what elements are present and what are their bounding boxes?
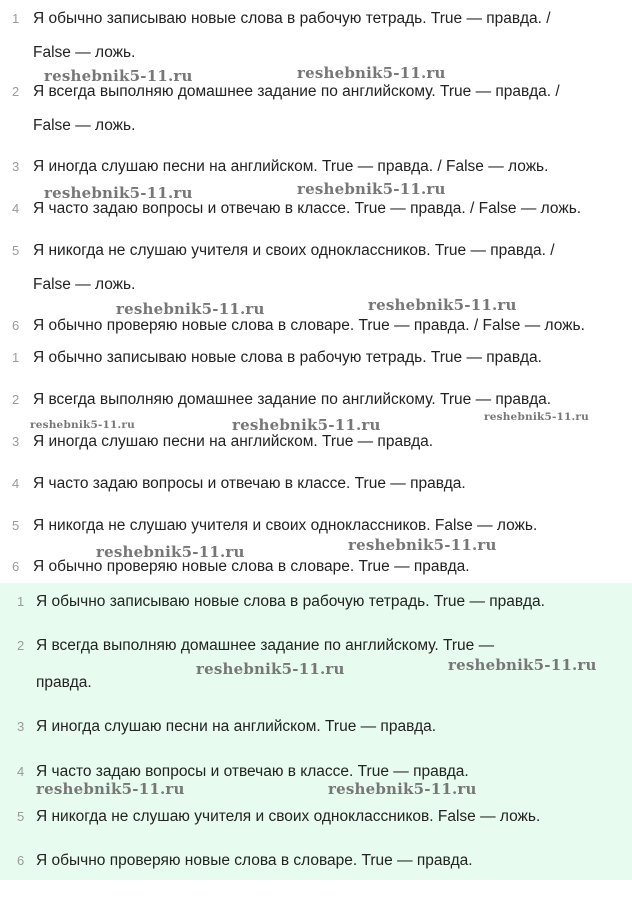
item-number: 1 bbox=[12, 350, 20, 365]
item-text: Я обычно проверяю новые слова в словаре. True — правда. / False — ложь. bbox=[33, 317, 585, 334]
item-number: 6 bbox=[17, 853, 25, 868]
watermark: reshebnik5-11.ru bbox=[232, 416, 381, 434]
item-number: 2 bbox=[17, 638, 25, 653]
item-text: Я никогда не слушаю учителя и своих одноклассников. True — правда. / bbox=[33, 242, 555, 259]
item-number: 4 bbox=[12, 201, 20, 216]
watermark: reshebnik5-11.ru bbox=[368, 296, 517, 314]
watermark: reshebnik5-11.ru bbox=[297, 180, 446, 198]
item-text: Я часто задаю вопросы и отвечаю в классе. True — правда. bbox=[33, 475, 466, 492]
item-text: Я иногда слушаю песни на английском. True — правда. bbox=[33, 433, 434, 450]
item-text: Я иногда слушаю песни на английском. True — правда. bbox=[36, 718, 437, 735]
item-number: 5 bbox=[17, 809, 25, 824]
item-number: 3 bbox=[17, 719, 25, 734]
item-text: Я обычно записываю новые слова в рабочую тетрадь. True — правда. bbox=[33, 349, 542, 366]
item-text: Я обычно проверяю новые слова в словаре. True — правда. bbox=[36, 852, 473, 869]
watermark: reshebnik5-11.ru bbox=[96, 543, 245, 561]
item-number: 1 bbox=[12, 11, 20, 26]
item-number: 2 bbox=[12, 84, 20, 99]
watermark: reshebnik5-11.ru bbox=[30, 419, 135, 431]
item-number: 6 bbox=[12, 559, 20, 574]
watermark: reshebnik5-11.ru bbox=[484, 411, 589, 423]
item-text-cont: False — ложь. bbox=[33, 276, 136, 293]
item-text: Я обычно записываю новые слова в рабочую тетрадь. True — правда. / bbox=[33, 10, 551, 27]
watermark: reshebnik5-11.ru bbox=[36, 780, 185, 798]
item-text: Я часто задаю вопросы и отвечаю в классе. True — правда. bbox=[36, 763, 469, 780]
item-text: Я всегда выполняю домашнее задание по английскому. True — правда. bbox=[33, 391, 552, 408]
item-text: Я никогда не слушаю учителя и своих одноклассников. False — ложь. bbox=[33, 517, 538, 534]
item-text: Я всегда выполняю домашнее задание по английскому. True — правда. / bbox=[33, 83, 560, 100]
item-number: 2 bbox=[12, 392, 20, 407]
watermark: reshebnik5-11.ru bbox=[348, 536, 497, 554]
watermark: reshebnik5-11.ru bbox=[44, 184, 193, 202]
watermark: reshebnik5-11.ru bbox=[44, 67, 193, 85]
item-text: Я обычно проверяю новые слова в словаре. True — правда. bbox=[33, 558, 470, 575]
item-text: Я иногда слушаю песни на английском. True — правда. / False — ложь. bbox=[33, 158, 549, 175]
watermark: reshebnik5-11.ru bbox=[297, 64, 446, 82]
item-number: 6 bbox=[12, 318, 20, 333]
item-text-cont: False — ложь. bbox=[33, 44, 136, 61]
watermark: reshebnik5-11.ru bbox=[116, 300, 265, 318]
item-number: 5 bbox=[12, 243, 20, 258]
item-number: 3 bbox=[12, 159, 20, 174]
item-text-cont: False — ложь. bbox=[33, 117, 136, 134]
item-number: 3 bbox=[12, 434, 20, 449]
watermark: reshebnik5-11.ru bbox=[328, 780, 477, 798]
item-text: Я всегда выполняю домашнее задание по английскому. True — bbox=[36, 637, 495, 654]
watermark: reshebnik5-11.ru bbox=[448, 656, 597, 674]
item-number: 4 bbox=[12, 476, 20, 491]
item-text: Я часто задаю вопросы и отвечаю в классе. True — правда. / False — ложь. bbox=[33, 200, 582, 217]
watermark: reshebnik5-11.ru bbox=[196, 660, 345, 678]
item-number: 4 bbox=[17, 764, 25, 779]
item-number: 5 bbox=[12, 518, 20, 533]
item-text-cont: правда. bbox=[36, 674, 92, 691]
item-text: Я обычно записываю новые слова в рабочую тетрадь. True — правда. bbox=[36, 593, 545, 610]
item-number: 1 bbox=[17, 594, 25, 609]
item-text: Я никогда не слушаю учителя и своих одноклассников. False — ложь. bbox=[36, 808, 541, 825]
